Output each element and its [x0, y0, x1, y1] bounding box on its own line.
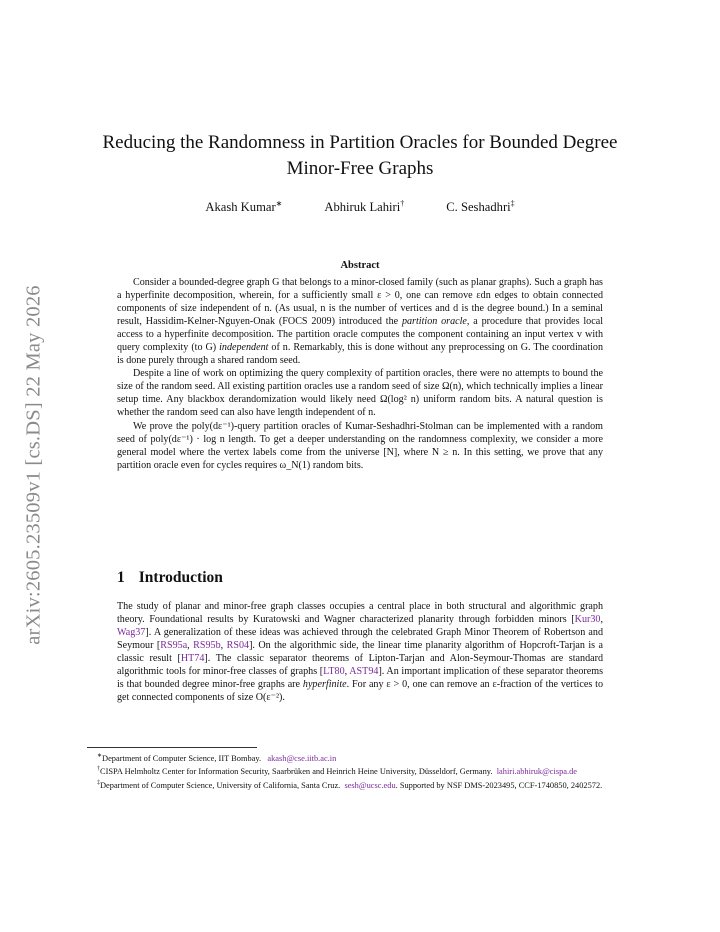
citation-link[interactable]: RS04 — [226, 640, 250, 652]
section-number: 1 — [117, 569, 125, 586]
title-line-1: Reducing the Randomness in Partition Oracles for Bounded Degree — [102, 132, 618, 153]
author-2: Abhiruk Lahiri† — [324, 199, 405, 215]
abstract-paragraph-1: Consider a bounded-degree graph G that belongs to a minor-closed family (such as planar graphs). Such a graph has a hyperfinite decomposition, wherein, for a sufficiently small ε > 0, one can remove εdn edges to obtain connected components of size independent of n. (As usual, n is the number of vertices and d is the degree bound.) In a seminal result, Hassidim-Kelner-Nguyen-Onak (FOCS 2009) introduced the partition oracle, a procedure that provides local access to a hyperfinite decomposition. The partition oracle computes the component containing an input vertex v with query complexity (to G) independent of n. Remarkably, this is done without any preprocessing on G. The coordination is done purely through a shared random seed. — [117, 277, 603, 367]
footnote-3: ‡Department of Computer Science, University of California, Santa Cruz. sesh@ucsc.edu. Supported by NSF DMS-2023495, CCF-1740850, 2402572. — [97, 779, 603, 790]
email-link[interactable]: akash@cse.iitb.ac.in — [267, 753, 337, 763]
author-1: Akash Kumar∗ — [205, 199, 283, 215]
section-title: Introduction — [138, 569, 223, 586]
footnote-2: †CISPA Helmholtz Center for Information Security, Saarbrüken and Heinrich Heine University, Düsseldorf, Germany. lahiri.abhiruk@cispa.de — [97, 766, 577, 777]
footnote-divider — [87, 747, 257, 748]
introduction-paragraph: The study of planar and minor-free graph classes occupies a central place in both structural and algorithmic graph theory. Foundational results by Kuratowski and Wagner characterized planarity through forbidden minors [Kur30, Wag37]. A generalization of these ideas was achieved through the celebrated Graph Minor Theorem of Robertson and Seymour [RS95a, RS95b, RS04]. On the algorithmic side, the linear time planarity algorithm of Hopcroft-Tarjan is a classic result [HT74]. The classic separator theorems of Lipton-Tarjan and Alon-Seymour-Thomas are standard algorithmic tools for minor-free classes of graphs [LT80, AST94]. An important implication of these separator theorems is that bounded degree minor-free graphs are hyperfinite. For any ε > 0, one can remove an ε-fraction of the vertices to get connected components of size O(ε⁻²). — [117, 601, 604, 704]
author-3: C. Seshadhri‡ — [446, 199, 515, 215]
abstract-paragraph-3: We prove the poly(dε⁻¹)-query partition oracles of Kumar-Seshadhri-Stolman can be implemented with a random seed of poly(dε⁻¹) · log n length. To get a deeper understanding on the randomness complexity, we consider a more general model where the vertex labels come from the universe [N], where N ≥ n. In this setting, we prove that any partition oracle even for cycles requires ω_N(1) random bits. — [117, 420, 603, 471]
citation-link[interactable]: RS95b — [193, 640, 221, 652]
arxiv-identifier-stamp: arXiv:2605.23509v1 [cs.DS] 22 May 2026 — [22, 285, 45, 645]
paper-title — [60, 130, 660, 182]
citation-link[interactable]: Kur30 — [574, 614, 601, 626]
abstract-body — [117, 276, 603, 472]
email-link[interactable]: lahiri.abhiruk@cispa.de — [496, 767, 577, 777]
author-list — [60, 199, 660, 215]
citation-link[interactable]: RS95a — [160, 640, 188, 652]
abstract-paragraph-2: Despite a line of work on optimizing the query complexity of partition oracles, there were no attempts to bound the size of the random seed. All existing partition oracles use a random seed of size Ω(n), which technically implies a linear setup time. Any blackbox derandomization would likely need Ω(log² n) uniform random bits. A natural question is whether the random seed can also have length independent of n. — [117, 368, 603, 419]
citation-link[interactable]: HT74 — [180, 653, 205, 665]
citation-link[interactable]: Wag37 — [117, 627, 146, 639]
footnote-1: ∗Department of Computer Science, IIT Bombay. akash@cse.iitb.ac.in — [97, 753, 337, 763]
title-line-2: Minor-Free Graphs — [286, 158, 434, 179]
introduction-body — [117, 600, 603, 704]
footnotes — [87, 751, 633, 791]
email-link[interactable]: sesh@ucsc.edu — [344, 780, 396, 790]
section-heading-introduction — [117, 569, 223, 587]
citation-link[interactable]: LT80 — [323, 666, 345, 678]
abstract-heading: Abstract — [340, 260, 380, 271]
citation-link[interactable]: AST94 — [349, 666, 379, 678]
